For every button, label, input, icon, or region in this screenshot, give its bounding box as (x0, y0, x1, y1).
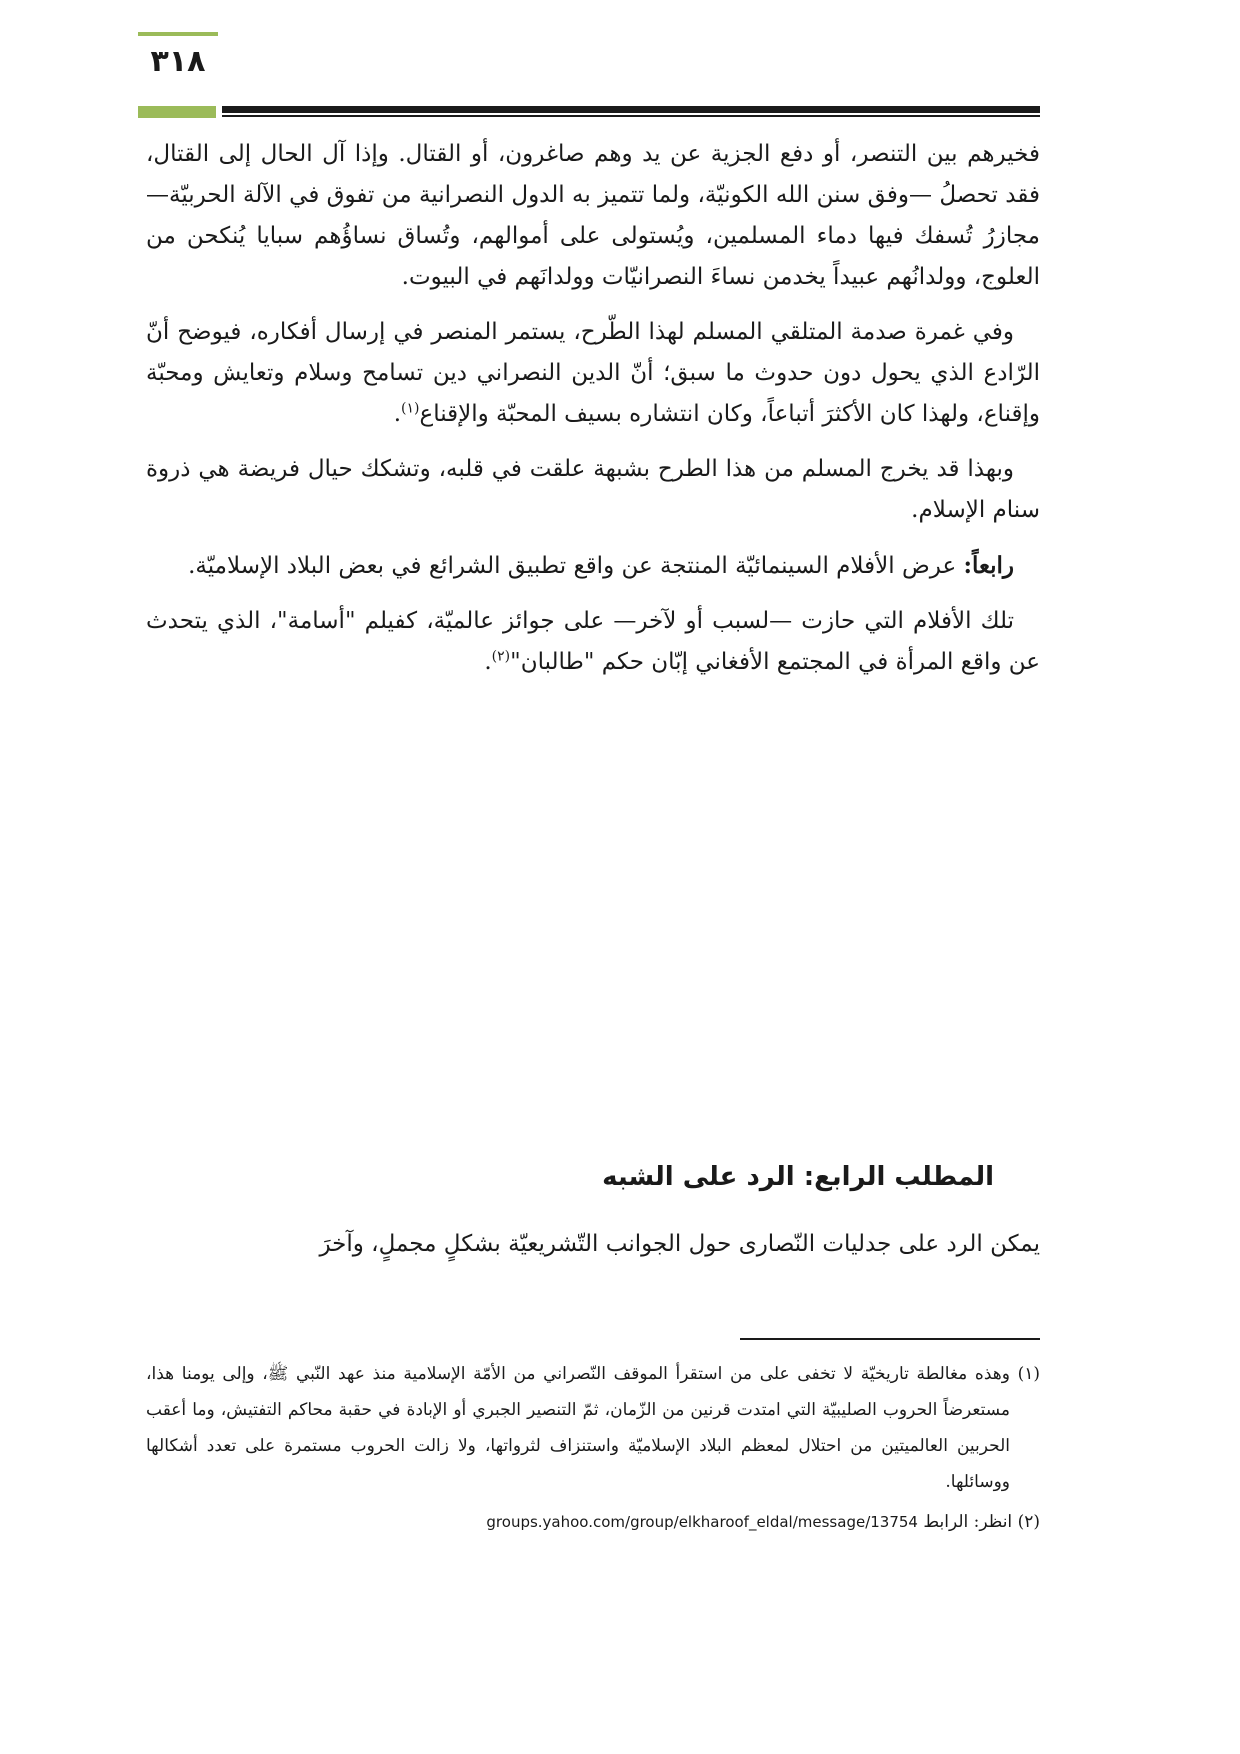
main-body (146, 134, 1040, 697)
paragraph-2-text: وفي غمرة صدمة المتلقي المسلم لهذا الطّرح، يستمر المنصر في إرسال أفكاره، فيوضح أنّ الرّادع الذي يحول دون حدوث ما سبق؛ أنّ الدين النصراني دين تسامح وسلام وتعايش ومحبّة وإقناع، ولهذا كان الأكثرَ أتباعاً، وكان انتشاره بسيف المحبّة والإقناع (146, 319, 1040, 427)
footnote-2 (146, 1504, 1040, 1540)
header-rule-green (138, 106, 216, 118)
section-body: يمكن الرد على جدليات النّصارى حول الجوانب التّشريعيّة بشكلٍ مجملٍ، وآخرَ (319, 1231, 1040, 1257)
footnote-ref-2[interactable]: (٢) (491, 648, 511, 665)
paragraph-3 (146, 449, 1040, 531)
footnote-2-label: انظر: الرابط (923, 1512, 1013, 1532)
header-rule (138, 106, 1040, 118)
footnote-1-text: وهذه مغالطة تاريخيّة لا تخفى على من استقرأ الموقف النّصراني من الأمّة الإسلامية منذ عهد النّبي ﷺ، وإلى يومنا هذا، مستعرضاً الحروب الصليبيّة التي امتدت قرنين من الزّمان، ثمّ التنصير الجبري أو الإبادة في حقبة محاكم التفتيش، وما أعقب الحربين العالميتين من احتلال لمعظم البلاد الإسلاميّة واستنزاف لثرواتها، ولا زالت الحروب مستمرة على تعدد أشكالها ووسائلها. (146, 1364, 1010, 1492)
section-heading: المطلب الرابع: الرد على الشبه (602, 1162, 994, 1192)
footnote-ref-1[interactable]: (١) (401, 400, 420, 417)
paragraph-1-text: فخيرهم بين التنصر، أو دفع الجزية عن يد وهم صاغرون، أو القتال. وإذا آل الحال إلى القتال، فقد تحصلُ —وفق سنن الله الكونيّة، ولما تتميز به الدول النصرانية من تفوق في الآلة الحربيّة— مجازرُ تُسفك فيها دماء المسلمين، ويُستولى على أموالهم، وتُساق نساؤُهم سبايا يُنكحن من العلوج، وولدانُهم عبيداً يخدمن نساءَ النصرانيّات وولدانَهم في البيوت. (146, 141, 1040, 290)
footnote-1 (146, 1356, 1040, 1500)
footnote-2-marker: (٢) (1017, 1512, 1040, 1532)
paragraph-2: وفي غمرة صدمة المتلقي المسلم لهذا الطّرح، يستمر المنصر في إرسال أفكاره، فيوضح أنّ الرّادع الذي يحول دون حدوث ما سبق؛ أنّ الدين النصراني دين تسامح وسلام وتعايش ومحبّة وإقناع، ولهذا كان الأكثرَ أتباعاً، وكان انتشاره بسيف المحبّة والإقناع$^{(١)}$. (146, 319, 1040, 427)
footnote-1-marker: (١) (1017, 1364, 1041, 1384)
header-rule-thick (222, 106, 1040, 113)
page-number: ٣١٨ (150, 44, 206, 79)
paragraph-4 (146, 545, 1040, 587)
paragraph-5-text: تلك الأفلام التي حازت —لسبب أو لآخر— على جوائز عالميّة، كفيلم "أسامة"، الذي يتحدث عن واقع المرأة في المجتمع الأفغاني إبّان حكم "طالبان" (146, 608, 1040, 675)
paragraph-1 (146, 134, 1040, 298)
paragraph-4-lead: رابعاً: (963, 552, 1014, 579)
header-rule-thin (222, 115, 1040, 117)
paragraph-4-text: عرض الأفلام السينمائيّة المنتجة عن واقع تطبيق الشرائع في بعض البلاد الإسلاميّة. (188, 553, 964, 579)
header-accent-line (138, 32, 218, 36)
paragraph-5: تلك الأفلام التي حازت —لسبب أو لآخر— على جوائز عالميّة، كفيلم "أسامة"، الذي يتحدث عن واقع المرأة في المجتمع الأفغاني إبّان حكم "طالبان"$^{(٢)}$. (146, 608, 1040, 675)
footnote-separator (740, 1338, 1040, 1340)
paragraph-3-text: وبهذا قد يخرج المسلم من هذا الطرح بشبهة علقت في قلبه، وتشكك حيال فريضة هي ذروة سنام الإسلام. (146, 456, 1040, 523)
footnote-2-link[interactable]: groups.yahoo.com/group/elkharoof_eldal/message/13754 (486, 1513, 918, 1531)
footnotes (146, 1356, 1040, 1544)
